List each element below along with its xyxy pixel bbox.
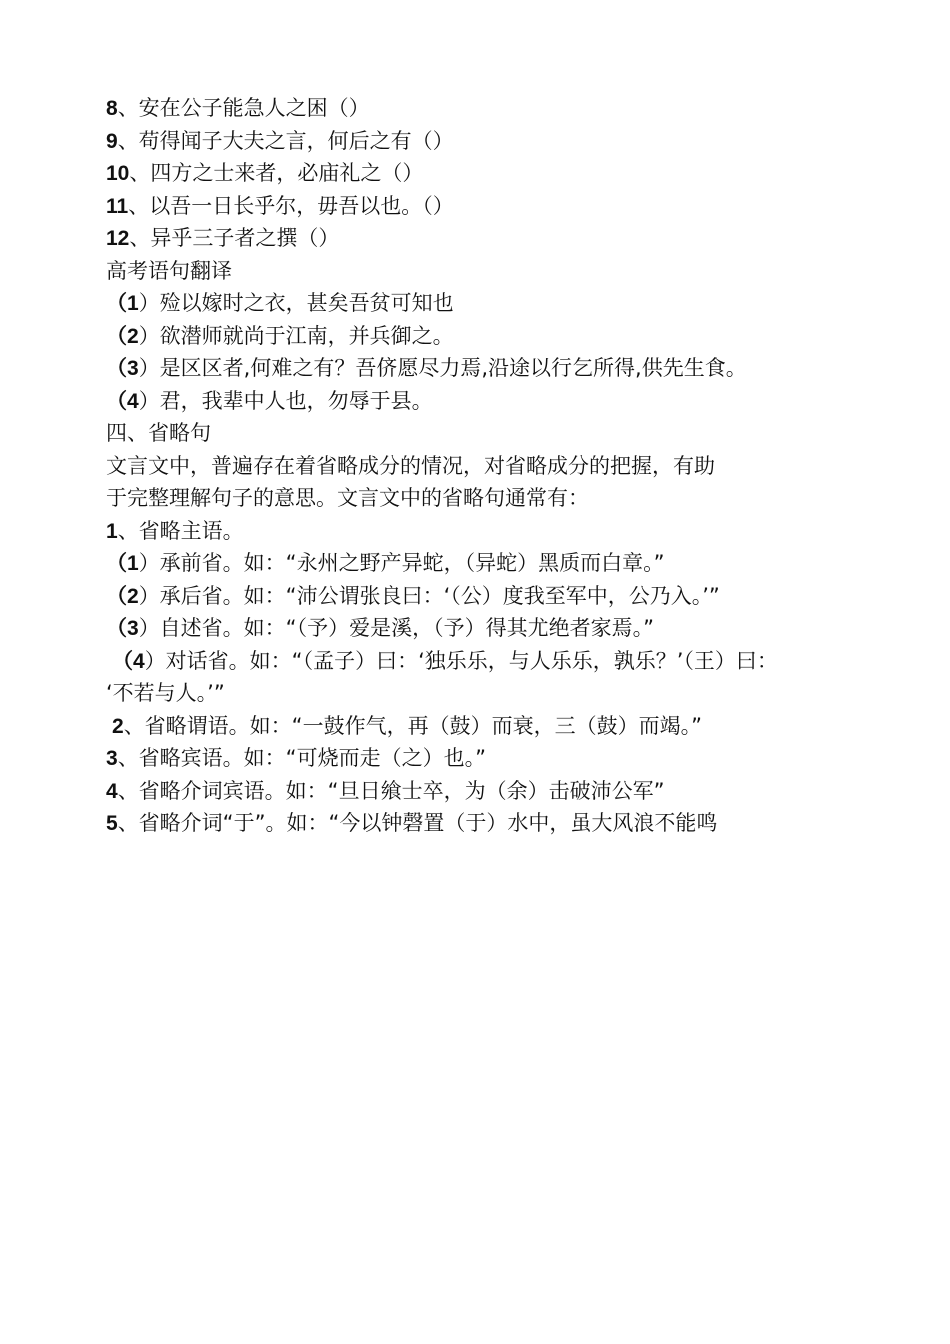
line-text: ）君，我辈中人也，勿辱于县。 bbox=[138, 388, 433, 413]
text-line bbox=[106, 287, 906, 320]
line-text: 、省略介词宾语。如：“旦日飨士卒，为（余）击破沛公军” bbox=[117, 778, 665, 803]
text-line bbox=[112, 645, 906, 678]
item-number: 12 bbox=[106, 227, 130, 250]
text-line bbox=[106, 775, 906, 808]
item-number: 3 bbox=[106, 747, 118, 770]
item-number: 11 bbox=[106, 194, 129, 218]
section-heading bbox=[106, 417, 906, 450]
text-line bbox=[106, 807, 906, 840]
line-text: ）承后省。如：“沛公谓张良曰：‘（公）度我至军中，公乃入。’” bbox=[138, 583, 720, 608]
text-line bbox=[106, 742, 906, 775]
line-text: 、安在公子能急人之困（） bbox=[117, 96, 370, 120]
text-line bbox=[106, 450, 906, 483]
item-number: 2 bbox=[112, 714, 124, 738]
text-line bbox=[106, 482, 906, 515]
text-line bbox=[106, 677, 906, 710]
text-line bbox=[112, 710, 906, 743]
line-text: 、省略宾语。如：“可烧而走（之）也。” bbox=[117, 746, 486, 770]
item-number: 5 bbox=[106, 812, 118, 835]
text-line bbox=[106, 385, 906, 418]
item-number: （2 bbox=[106, 324, 139, 348]
text-line bbox=[106, 222, 906, 255]
text-line bbox=[106, 125, 906, 158]
text-line bbox=[106, 580, 906, 613]
item-number: （3 bbox=[106, 357, 139, 380]
item-number: 10 bbox=[106, 162, 130, 185]
line-text: 、异乎三子者之撰（） bbox=[129, 226, 340, 250]
item-number: （1 bbox=[106, 552, 139, 575]
item-number: （2 bbox=[106, 584, 139, 608]
text-line bbox=[106, 190, 906, 223]
line-text: ）是区区者,何难之有？吾侪愿尽力焉,沿途以行乞所得,供先生食。 bbox=[138, 356, 747, 380]
item-number: （3 bbox=[106, 617, 139, 640]
item-number: （4 bbox=[112, 649, 145, 673]
text-line bbox=[106, 515, 906, 548]
item-number: 9 bbox=[106, 129, 118, 153]
line-text: ）殓以嫁时之衣，甚矣吾贫可知也 bbox=[138, 291, 454, 315]
line-text: 、四方之士来者，必庙礼之（） bbox=[129, 161, 424, 185]
line-text: ）承前省。如：“永州之野产异蛇，（异蛇）黑质而白章。” bbox=[138, 551, 665, 575]
item-number: （1 bbox=[106, 292, 139, 315]
line-text: 、省略介词“于”。如：“今以钟磬置（于）水中，虽大风浪不能鸣 bbox=[117, 811, 718, 835]
line-text: 四、省略句 bbox=[106, 421, 211, 445]
item-number: （4 bbox=[106, 389, 139, 413]
text-line bbox=[106, 612, 906, 645]
text-line bbox=[106, 157, 906, 190]
document-page bbox=[106, 92, 906, 840]
line-text: 文言文中，普遍存在着省略成分的情况，对省略成分的把握，有助 bbox=[106, 453, 715, 478]
item-number: 8 bbox=[106, 97, 118, 120]
line-text: ）欲潜师就尚于江南，并兵御之。 bbox=[138, 323, 454, 348]
section-heading bbox=[106, 255, 906, 288]
line-text: ‘不若与人。’” bbox=[106, 681, 225, 705]
text-line bbox=[106, 352, 906, 385]
line-text: 高考语句翻译 bbox=[106, 258, 232, 283]
line-text: 于完整理解句子的意思。文言文中的省略句通常有： bbox=[106, 486, 589, 510]
line-text: 、省略主语。 bbox=[117, 518, 244, 543]
item-number: 4 bbox=[106, 779, 118, 803]
text-line bbox=[106, 320, 906, 353]
text-line bbox=[106, 547, 906, 580]
line-text: 、苟得闻子大夫之言，何后之有（） bbox=[117, 128, 454, 153]
line-text: ）对话省。如：“（孟子）曰：‘独乐乐，与人乐乐，孰乐？’（王）曰： bbox=[144, 648, 778, 673]
line-text: ）自述省。如：“（予）爱是溪，（予）得其尤绝者家焉。” bbox=[138, 616, 654, 640]
line-text: 、省略谓语。如：“一鼓作气，再（鼓）而衰，三（鼓）而竭。” bbox=[123, 713, 702, 738]
line-text: 、以吾一日长乎尔，毋吾以也。（） bbox=[128, 193, 454, 218]
text-line bbox=[106, 92, 906, 125]
item-number: 1 bbox=[106, 519, 118, 543]
